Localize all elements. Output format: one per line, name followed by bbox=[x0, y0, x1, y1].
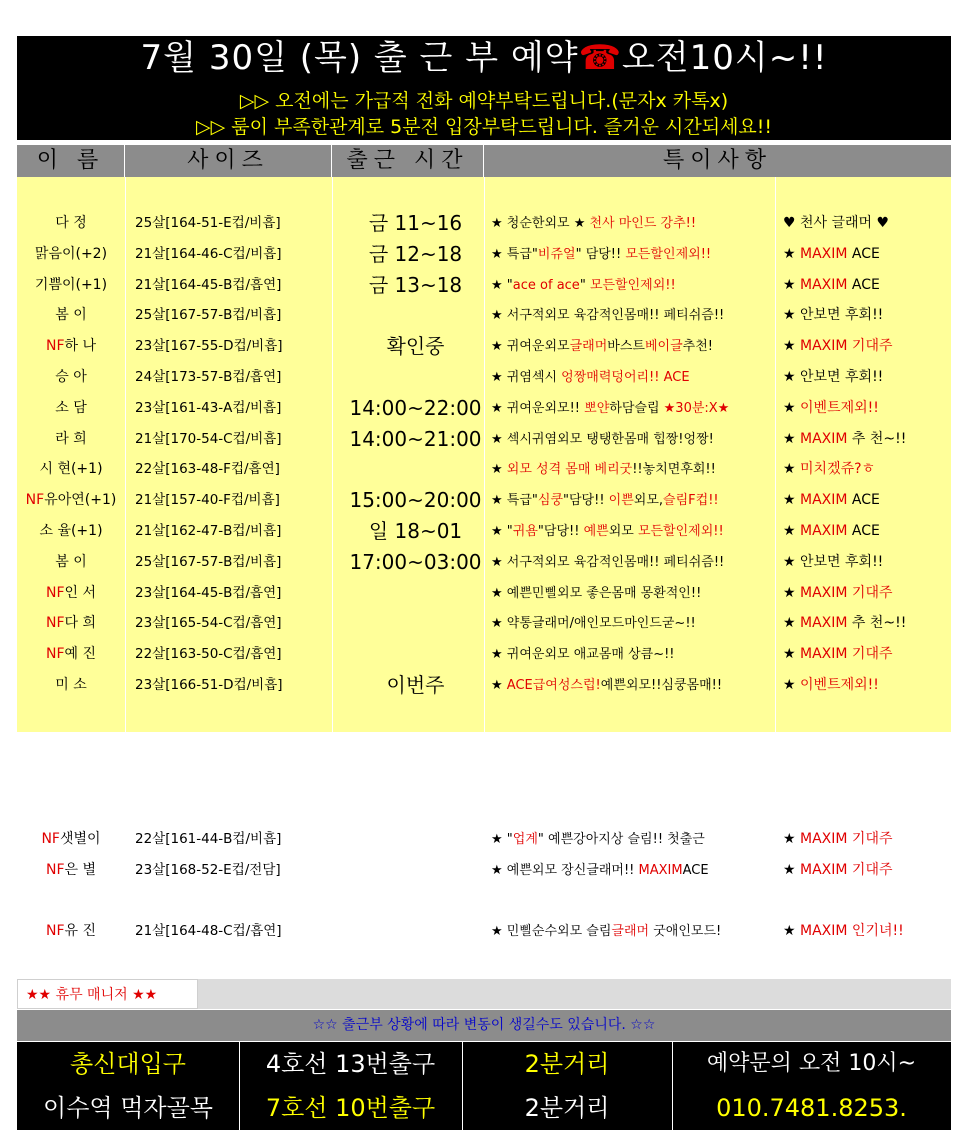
tag-segment: ★ bbox=[783, 276, 801, 293]
name-text: 유아연(+1) bbox=[44, 492, 117, 509]
table-row bbox=[17, 393, 951, 424]
note-segment: 글래머 bbox=[569, 339, 608, 355]
note-segment: ★ 약통글래머/애인모드마인드굳~!! bbox=[491, 616, 696, 632]
tag-segment: ACE bbox=[847, 245, 880, 262]
note-segment: MAXIM bbox=[638, 863, 683, 878]
column-name: 이 름 bbox=[17, 145, 125, 177]
name-text: 다 정 bbox=[55, 215, 87, 231]
worker-size: 24살[173-57-B컵/흡연] bbox=[135, 369, 282, 385]
note-segment: 하담슬립 bbox=[609, 400, 664, 416]
worker-size: 23살[165-54-C컵/흡연] bbox=[135, 615, 282, 632]
worker-time: 금 12~18 bbox=[368, 241, 463, 266]
worker-size: 23살[167-55-D컵/비흡] bbox=[135, 338, 283, 355]
tag-segment: ★ bbox=[783, 338, 801, 355]
footer-station-2: 이수역 먹자골목 bbox=[43, 1094, 213, 1122]
table-row bbox=[17, 270, 951, 301]
dayoff-label: ★★ 휴무 매니저 ★★ bbox=[17, 979, 198, 1009]
table-row bbox=[17, 485, 951, 516]
worker-tag bbox=[783, 670, 951, 701]
tag-segment: MAXIM 기대주 bbox=[800, 646, 893, 663]
tag-segment: ACE bbox=[847, 276, 880, 293]
note-segment: ★ " bbox=[491, 832, 513, 847]
table-row bbox=[17, 516, 951, 547]
tag-segment: ★ bbox=[783, 923, 801, 939]
location-footer bbox=[17, 1042, 951, 1130]
note-segment: "담당!! bbox=[563, 493, 609, 509]
note-segment: ★ 청순한외모 ★ bbox=[491, 216, 590, 231]
worker-tag bbox=[783, 916, 951, 947]
worker-size: 23살[161-43-A컵/비흡] bbox=[135, 399, 282, 416]
worker-note bbox=[491, 300, 781, 331]
table-row bbox=[17, 362, 951, 393]
note-segment: 예쁜외모!!심쿵몸매!! bbox=[600, 678, 723, 693]
tag-segment: ★ bbox=[783, 430, 801, 447]
note-segment: 이쁜 bbox=[608, 493, 634, 509]
worker-tag bbox=[783, 239, 951, 270]
column-header bbox=[17, 145, 951, 177]
tag-segment: ♥ 천사 글래머 ♥ bbox=[783, 215, 890, 231]
note-segment: ★ " bbox=[491, 524, 513, 539]
page-title bbox=[17, 36, 951, 80]
name-text: 시 현(+1) bbox=[39, 461, 103, 478]
worker-time: 14:00~21:00 bbox=[349, 426, 482, 451]
name-text: 봄 이 bbox=[55, 553, 87, 570]
title-tail: 오전10시~!! bbox=[621, 38, 828, 78]
tag-segment: ★ bbox=[783, 584, 801, 601]
worker-name bbox=[17, 424, 125, 455]
tag-segment: MAXIM bbox=[800, 492, 848, 509]
worker-name bbox=[17, 516, 125, 547]
worker-name bbox=[17, 824, 125, 855]
extra-row bbox=[17, 824, 951, 855]
worker-note bbox=[491, 547, 781, 578]
name-text: 샛별이 bbox=[59, 831, 101, 847]
tag-segment: ★ 안보면 후회!! bbox=[783, 307, 884, 324]
tag-segment: 추 천~!! bbox=[847, 430, 907, 447]
nf-badge: NF bbox=[45, 338, 65, 355]
note-segment: ★ 귀염섹시 bbox=[491, 370, 562, 385]
worker-tag bbox=[783, 393, 951, 424]
note-segment: 굿애인모드! bbox=[649, 924, 722, 939]
worker-tag bbox=[783, 516, 951, 547]
footer-phone-number[interactable]: 010.7481.8253. bbox=[716, 1094, 907, 1122]
worker-size: 25살[167-57-B컵/비흡] bbox=[135, 307, 282, 324]
worker-size: 23살[164-45-B컵/흡연] bbox=[135, 584, 282, 601]
note-segment: "담당!! bbox=[537, 524, 584, 539]
footer-exit-2: 7호선 10번출구 bbox=[265, 1094, 436, 1122]
worker-tag bbox=[783, 485, 951, 516]
worker-time bbox=[332, 639, 499, 670]
worker-size: 25살[164-51-E컵/비흡] bbox=[135, 215, 281, 231]
worker-time: 15:00~20:00 bbox=[349, 488, 482, 513]
worker-note bbox=[491, 916, 781, 947]
footer-distance-1: 2분거리 bbox=[524, 1050, 610, 1078]
worker-tag bbox=[783, 639, 951, 670]
worker-size: 21살[162-47-B컵/비흡] bbox=[135, 523, 282, 539]
worker-note bbox=[491, 331, 781, 362]
worker-tag bbox=[783, 270, 951, 301]
dayoff-bar bbox=[17, 979, 951, 1009]
schedule-table bbox=[17, 177, 951, 732]
table-row bbox=[17, 424, 951, 455]
worker-time bbox=[332, 454, 499, 485]
worker-name bbox=[17, 331, 125, 362]
worker-note bbox=[491, 362, 781, 393]
worker-note bbox=[491, 454, 781, 485]
worker-tag bbox=[783, 300, 951, 331]
worker-note bbox=[491, 855, 781, 886]
tag-segment: MAXIM bbox=[800, 430, 848, 447]
worker-note bbox=[491, 670, 781, 701]
worker-size: 21살[164-46-C컵/비흡] bbox=[135, 245, 282, 262]
tag-segment: 추 천~!! bbox=[847, 615, 907, 632]
note-segment: ★ 민삘순수외모 슬림 bbox=[491, 924, 612, 939]
table-row bbox=[17, 578, 951, 609]
note-segment: 베이글 bbox=[644, 339, 683, 355]
name-text: 예 진 bbox=[64, 646, 97, 663]
name-text: 소 율(+1) bbox=[39, 523, 103, 539]
footer-station-1: 총신대입구 bbox=[70, 1050, 186, 1078]
note-segment: 예쁜 bbox=[583, 524, 609, 539]
worker-time bbox=[332, 608, 499, 639]
note-segment: 뽀얀 bbox=[584, 400, 610, 416]
extra-row bbox=[17, 855, 951, 886]
table-row bbox=[17, 608, 951, 639]
worker-size: 21살[164-48-C컵/흡연] bbox=[135, 923, 282, 939]
worker-name bbox=[17, 485, 125, 516]
name-text: 승 아 bbox=[55, 369, 87, 385]
worker-size: 21살[170-54-C컵/비흡] bbox=[135, 430, 282, 447]
note-segment: 모든할인제외!! bbox=[637, 524, 724, 539]
nf-badge: NF bbox=[45, 615, 65, 632]
note-segment: ★ 특급" bbox=[491, 493, 538, 509]
worker-name bbox=[17, 300, 125, 331]
worker-time: 이번주 bbox=[386, 673, 445, 697]
name-text: 다 희 bbox=[64, 615, 97, 632]
tag-segment: 미치겠쥬?ㅎ bbox=[800, 461, 876, 478]
worker-note bbox=[491, 578, 781, 609]
worker-tag bbox=[783, 824, 951, 855]
worker-size: 22살[163-48-F컵/흡연] bbox=[135, 461, 280, 478]
note-segment: 글래머 bbox=[611, 924, 650, 939]
table-row bbox=[17, 454, 951, 485]
footer-exit-1: 4호선 13번출구 bbox=[265, 1050, 436, 1078]
worker-name bbox=[17, 639, 125, 670]
notice-line-1: ▷▷ 오전에는 가급적 전화 예약부탁드립니다.(문자x 카톡x) bbox=[239, 90, 729, 112]
worker-size: 22살[161-44-B컵/비흡] bbox=[135, 831, 282, 847]
tag-segment: ★ bbox=[783, 831, 801, 847]
tag-segment: MAXIM bbox=[800, 245, 848, 262]
worker-size: 23살[166-51-D컵/비흡] bbox=[135, 677, 283, 693]
tag-segment: ★ bbox=[783, 677, 801, 693]
worker-name bbox=[17, 547, 125, 578]
phone-icon: ☎ bbox=[578, 38, 622, 78]
tag-segment: MAXIM 기대주 bbox=[800, 338, 893, 355]
table-row bbox=[17, 670, 951, 701]
tag-segment: ★ bbox=[783, 492, 801, 509]
nf-badge: NF bbox=[45, 862, 65, 878]
tag-segment: ACE bbox=[847, 523, 880, 539]
table-row bbox=[17, 300, 951, 331]
note-segment: ★ 귀여운외모 애교몸매 상큼~!! bbox=[491, 647, 675, 663]
nf-badge: NF bbox=[45, 584, 65, 601]
tag-segment: ACE bbox=[847, 492, 880, 509]
tag-segment: MAXIM bbox=[800, 615, 848, 632]
note-segment: 천사 마인드 강추!! bbox=[589, 216, 697, 231]
tag-segment: ★ bbox=[783, 245, 801, 262]
tag-segment: MAXIM bbox=[800, 523, 848, 539]
extra-row bbox=[17, 916, 951, 947]
nf-badge: NF bbox=[45, 923, 65, 939]
worker-time: 14:00~22:00 bbox=[349, 395, 482, 420]
worker-name bbox=[17, 239, 125, 270]
worker-tag bbox=[783, 208, 951, 239]
worker-name bbox=[17, 208, 125, 239]
worker-tag bbox=[783, 855, 951, 886]
note-segment: " 담당!! bbox=[575, 246, 626, 262]
name-text: 라 희 bbox=[55, 430, 87, 447]
note-segment: " bbox=[579, 277, 590, 293]
name-text: 하 나 bbox=[64, 338, 97, 355]
worker-name bbox=[17, 855, 125, 886]
note-segment: 외모 성격 몸매 베리굿 bbox=[506, 462, 633, 478]
tag-segment: MAXIM 인기녀!! bbox=[800, 923, 904, 939]
table-row bbox=[17, 547, 951, 578]
name-text: 인 서 bbox=[64, 584, 97, 601]
tag-segment: MAXIM bbox=[800, 276, 848, 293]
title-text: 7월 30일 (목) 출 근 부 예약 bbox=[140, 38, 579, 78]
worker-size: 25살[167-57-B컵/비흡] bbox=[135, 553, 282, 570]
worker-tag bbox=[783, 424, 951, 455]
tag-segment: ★ bbox=[783, 523, 801, 539]
header-banner bbox=[17, 36, 951, 140]
note-segment: ★ 예쁜민삘외모 좋은몸매 몽환적인!! bbox=[491, 585, 702, 601]
worker-note bbox=[491, 424, 781, 455]
note-segment: 심쿵 bbox=[537, 493, 564, 509]
table-row bbox=[17, 208, 951, 239]
name-text: 유 진 bbox=[64, 923, 97, 939]
tag-segment: ★ 안보면 후회!! bbox=[783, 369, 884, 385]
worker-time bbox=[332, 300, 499, 331]
name-text: 미 소 bbox=[55, 677, 87, 693]
worker-tag bbox=[783, 608, 951, 639]
worker-note bbox=[491, 639, 781, 670]
worker-time: 17:00~03:00 bbox=[349, 549, 482, 574]
note-segment: ★ " bbox=[491, 277, 513, 293]
note-segment: 바스트 bbox=[607, 339, 645, 355]
worker-note bbox=[491, 485, 781, 516]
change-notice: ☆☆ 출근부 상황에 따라 변동이 생길수도 있습니다. ☆☆ bbox=[17, 1010, 951, 1041]
note-segment: ★ 귀여운외모!! bbox=[491, 400, 585, 416]
note-segment: 모든할인제외!! bbox=[589, 277, 676, 293]
tag-segment: ★ 안보면 후회!! bbox=[783, 553, 884, 570]
note-segment: " 예쁜강아지상 슬림!! 첫출근 bbox=[537, 832, 705, 847]
worker-time bbox=[332, 362, 499, 393]
worker-time: 금 13~18 bbox=[368, 272, 463, 297]
note-segment: 슬림F컵!! bbox=[663, 493, 719, 509]
name-text: 맑음이(+2) bbox=[34, 245, 108, 262]
note-segment: ★ bbox=[491, 462, 507, 478]
worker-tag bbox=[783, 454, 951, 485]
tag-segment: 이벤트제외!! bbox=[800, 677, 879, 693]
worker-name bbox=[17, 916, 125, 947]
note-segment: 추천! bbox=[682, 339, 713, 355]
nf-badge: NF bbox=[25, 492, 45, 509]
note-segment: ★ 예쁜외모 장신글래머!! bbox=[491, 863, 639, 878]
worker-note bbox=[491, 239, 781, 270]
tag-segment: ★ bbox=[783, 615, 801, 632]
worker-tag bbox=[783, 362, 951, 393]
worker-name bbox=[17, 362, 125, 393]
worker-note bbox=[491, 608, 781, 639]
worker-name bbox=[17, 608, 125, 639]
tag-segment: ★ bbox=[783, 862, 801, 878]
notice-line-2: ▷▷ 룸이 부족한관계로 5분전 입장부탁드립니다. 즐거운 시간되세요!! bbox=[195, 116, 773, 138]
nf-badge: NF bbox=[41, 831, 60, 847]
note-segment: 외모, bbox=[633, 493, 664, 509]
name-text: 은 별 bbox=[64, 862, 97, 878]
worker-time: 금 11~16 bbox=[368, 211, 463, 235]
note-segment: ★ 특급" bbox=[491, 246, 538, 262]
note-segment: ★ 섹시귀염외모 탱탱한몸매 힙짱!엉짱! bbox=[491, 431, 714, 447]
table-row bbox=[17, 239, 951, 270]
name-text: 소 담 bbox=[55, 399, 87, 416]
column-time: 출근 시간 bbox=[332, 145, 484, 177]
tag-segment: ★ bbox=[783, 399, 801, 416]
note-segment: ★30분:X★ bbox=[663, 400, 730, 416]
worker-name bbox=[17, 670, 125, 701]
tag-segment: MAXIM 기대주 bbox=[800, 862, 893, 878]
table-row bbox=[17, 639, 951, 670]
worker-tag bbox=[783, 547, 951, 578]
worker-note bbox=[491, 208, 781, 239]
worker-time: 확인중 bbox=[386, 334, 445, 359]
worker-time bbox=[332, 578, 499, 609]
footer-distance-2: 2분거리 bbox=[524, 1094, 610, 1122]
note-segment: ACE급여성스럽! bbox=[506, 678, 601, 693]
worker-name bbox=[17, 454, 125, 485]
note-segment: 모든할인제외!! bbox=[625, 246, 712, 262]
note-segment: 엉짱매력덩어리!! ACE bbox=[561, 370, 690, 385]
column-note: 특이사항 bbox=[662, 148, 772, 173]
tag-segment: ★ bbox=[783, 646, 801, 663]
tag-segment: ★ bbox=[783, 461, 801, 478]
worker-size: 22살[163-50-C컵/흡연] bbox=[135, 646, 282, 663]
note-segment: !!놓치면후회!! bbox=[632, 462, 716, 478]
note-segment: ACE bbox=[682, 863, 709, 878]
name-text: 봄 이 bbox=[55, 307, 87, 324]
note-segment: ace of ace bbox=[512, 277, 580, 293]
worker-note bbox=[491, 270, 781, 301]
worker-note bbox=[491, 516, 781, 547]
note-segment: 비쥬얼 bbox=[537, 246, 576, 262]
worker-time: 일 18~01 bbox=[368, 519, 463, 543]
table-row bbox=[17, 331, 951, 362]
note-segment: 업계 bbox=[512, 832, 538, 847]
note-segment: ★ bbox=[491, 678, 507, 693]
note-segment: ★ 서구적외모 육감적인몸매!! 페티쉬즘!! bbox=[491, 308, 725, 324]
tag-segment: 이벤트제외!! bbox=[800, 399, 879, 416]
worker-tag bbox=[783, 578, 951, 609]
footer-reservation-hours: 예약문의 오전 10시~ bbox=[706, 1051, 917, 1076]
note-segment: ★ 서구적외모 육감적인몸매!! 페티쉬즘!! bbox=[491, 554, 725, 570]
worker-note bbox=[491, 824, 781, 855]
worker-size: 21살[157-40-F컵/비흡] bbox=[135, 492, 280, 509]
name-text: 기쁨이(+1) bbox=[34, 276, 108, 293]
note-segment: 외모 bbox=[608, 524, 638, 539]
tag-segment: MAXIM 기대주 bbox=[800, 584, 893, 601]
worker-name bbox=[17, 393, 125, 424]
worker-size: 23살[168-52-E컵/전담] bbox=[135, 862, 281, 878]
worker-name bbox=[17, 578, 125, 609]
worker-name bbox=[17, 270, 125, 301]
column-size: 사이즈 bbox=[125, 145, 332, 177]
worker-tag bbox=[783, 331, 951, 362]
tag-segment: MAXIM 기대주 bbox=[800, 831, 893, 847]
note-segment: ★ 귀여운외모 bbox=[491, 339, 570, 355]
note-segment: 귀욤 bbox=[512, 524, 538, 539]
nf-badge: NF bbox=[45, 646, 65, 663]
worker-size: 21살[164-45-B컵/흡연] bbox=[135, 276, 282, 293]
worker-note bbox=[491, 393, 781, 424]
